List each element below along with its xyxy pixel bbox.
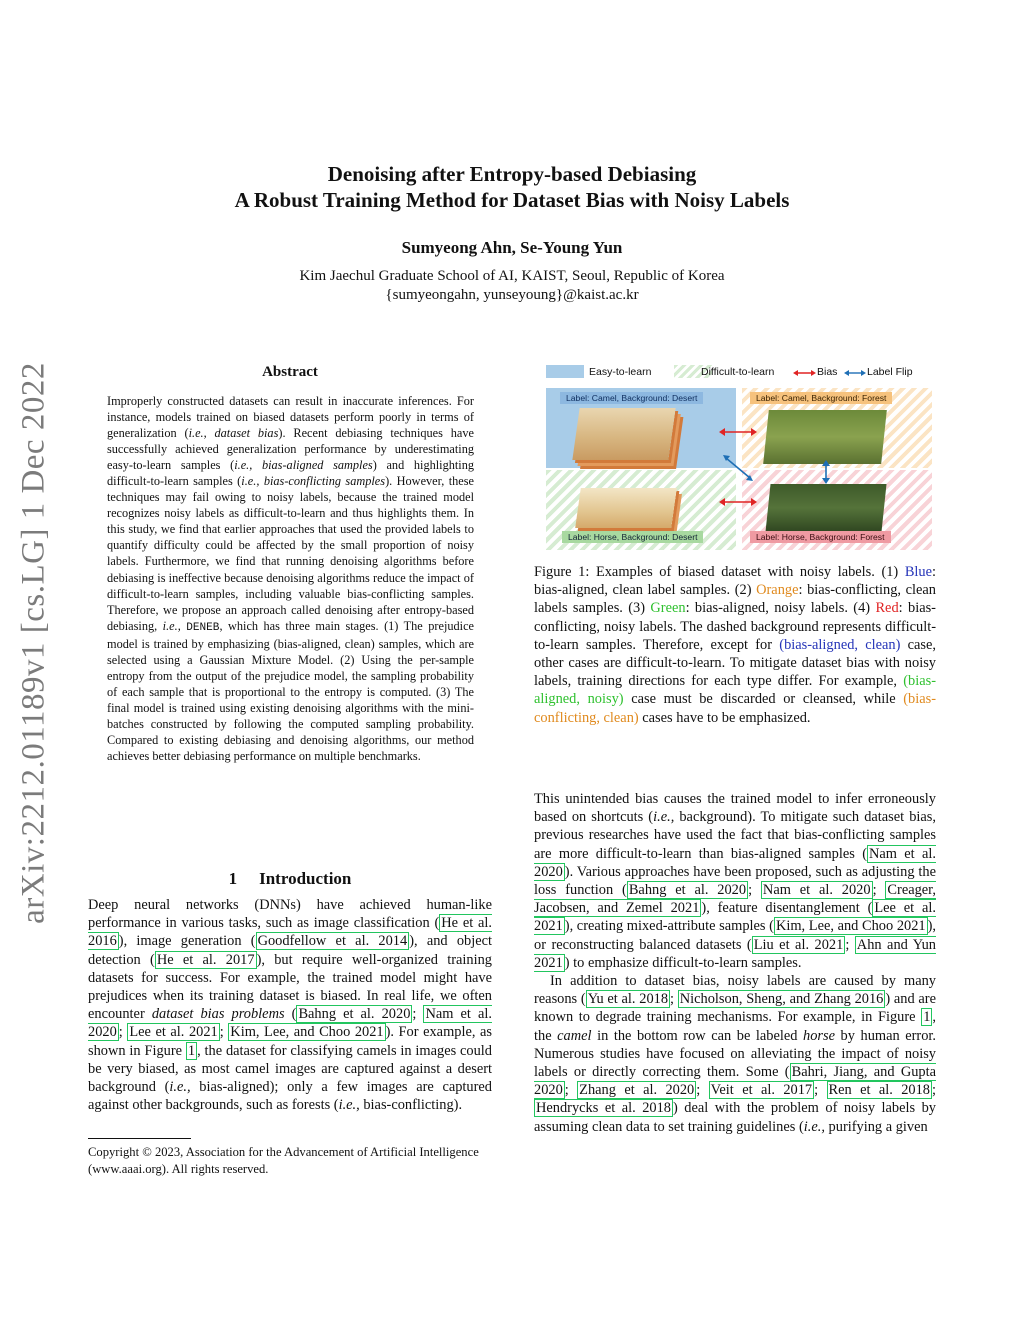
citation-link[interactable]: Goodfellow et al. 2014 xyxy=(257,933,408,950)
citation-link[interactable]: Nicholson, Sheng, and Zhang 2016 xyxy=(679,991,884,1008)
label-horse-forest: Label: Horse, Background: Forest xyxy=(750,531,891,543)
flip-arrow-vertical-icon xyxy=(822,460,830,484)
legend-bias-label: Bias xyxy=(817,366,838,378)
right-column-body xyxy=(534,790,936,1136)
arxiv-id: arXiv:2212.01189v1 [cs.LG] 1 Dec 2022 xyxy=(15,361,52,924)
citation-link[interactable]: Hendrycks et al. 2018 xyxy=(536,1100,671,1117)
citation-link[interactable]: Bahng et al. 2020 xyxy=(298,1006,411,1023)
citation-link[interactable]: Ahn and Yun 2021 xyxy=(534,936,936,971)
figure-ref-link[interactable]: 1 xyxy=(187,1042,196,1059)
citation-link[interactable]: Creager, Jacobsen, and Zemel 2021 xyxy=(534,882,936,917)
citation-link[interactable]: Nam et al. 2020 xyxy=(534,845,936,880)
relationship-arrows xyxy=(540,360,936,552)
label-camel-forest: Label: Camel, Background: Forest xyxy=(750,392,892,404)
bias-arrow-bottom-icon xyxy=(719,498,757,506)
citation-link[interactable]: He et al. 2016 xyxy=(88,915,493,950)
author-emails: {sumyeongahn, yunseyoung}@kaist.ac.kr xyxy=(385,287,639,303)
abstract-heading: Abstract xyxy=(262,364,318,380)
citation-link[interactable]: Lee et al. 2021 xyxy=(129,1024,218,1041)
copyright-footnote: Copyright © 2023, Association for the Advancement of Artificial Intelligence (www.aaai.org). All rights reserved. xyxy=(88,1145,479,1176)
legend-bias-arrow-icon xyxy=(793,370,816,376)
arxiv-stamp xyxy=(6,360,62,925)
citation-link[interactable]: He et al. 2017 xyxy=(156,951,255,968)
citation-link[interactable]: Zhang et al. 2020 xyxy=(579,1082,695,1099)
bias-arrow-top-icon xyxy=(719,428,757,436)
citation-link[interactable]: Liu et al. 2021 xyxy=(753,936,844,953)
footnote-rule xyxy=(88,1138,191,1139)
paragraph-dataset-bias: This unintended bias causes the trained model to infer erroneously based on shortcuts (i.e., background). To mitigate such dataset bias, previous researches have used the fact that bias-conflicting samples are more difficult-to-learn than bias-aligned samples ( Nam et al. 2020 ). Various approaches have been proposed, such as adjusting the loss function ( Bahng et al. 2020 ; Nam et al. 2020 ; Creager, Jacobsen, and Zemel 2021 ), feature disentanglement ( Lee et al. 2021 ), creating mixed-attribute samples ( Kim, Lee, and Choo 2021 ), or reconstructing balanced datasets ( Liu et al. 2021 ; Ahn and Yun 2021 ) to emphasize difficult-to-learn samples. xyxy=(534,791,936,971)
abstract-body: Improperly constructed datasets can result in inaccurate inferences. For instance, models trained on biased datasets perform poorly in terms of generalization (i.e., dataset bias). Recent debiasing techniques have successfully achieved generalization performance by underestimating easy-to-learn samples (i.e., bias-aligned samples) and highlighting difficult-to-learn samples (i.e., bias-conflicting samples). However, these techniques may fail owing to noisy labels, because the trained model recognizes noisy labels as difficult-to-learn and thus highlights them. In this study, we find that earlier approaches that used the provided labels to quantify difficulty could be affected by the small proportion of noisy labels. Furthermore, we find that running denoising algorithms before debiasing is ineffective because denoising algorithms reduce the impact of difficult-to-learn samples, including valuable bias-conflicting samples. Therefore, we propose an approach called denoising after entropy-based debiasing, i.e., DENEB, which has three main stages. (1) The prejudice model is trained by emphasizing (bias-aligned, clean) samples, which are selected using a Gaussian Mixture Model. (2) Using the per-sample entropy from the output of the prejudice model, the sampling probability of each sample that is proportional to the entropy is computed. (3) The final model is trained using existing denoising algorithms with the mini-batches constructed by following the computed sampling probability. Compared to existing debiasing and denoising algorithms, our method achieves better debiasing performance on multiple benchmarks. xyxy=(107,394,474,764)
citation-link[interactable]: Kim, Lee, and Choo 2021 xyxy=(230,1024,384,1041)
label-horse-desert: Label: Horse, Background: Desert xyxy=(562,531,703,543)
citation-link[interactable]: Bahri, Jiang, and Gupta 2020 xyxy=(534,1064,936,1099)
citation-link[interactable]: Veit et al. 2017 xyxy=(710,1082,813,1099)
flip-arrow-diagonal-icon xyxy=(723,455,753,481)
citation-link[interactable]: Nam et al. 2020 xyxy=(762,882,871,899)
affiliation: Kim Jaechul Graduate School of AI, KAIST, Seoul, Republic of Korea xyxy=(299,268,725,284)
citation-link[interactable]: Yu et al. 2018 xyxy=(587,991,669,1008)
figure-1-caption: Figure 1: Examples of biased dataset with noisy labels. (1) Blue: bias-aligned, clean label samples. (2) Orange: bias-conflicting, clean labels samples. (3) Green: bias-aligned, noisy labels. (4) Red: bias-conflicting, noisy labels. The dashed background represents difficult-to-learn samples. Therefore, except for (bias-aligned, clean) case, other cases are difficult-to-learn. To mitigate dataset bias with noisy labels, training directions for each type differ. For example, (bias-aligned, noisy) case must be discarded or cleansed, while (bias-conflicting, clean) cases have to be emphasized. xyxy=(534,564,936,726)
paper-title-line-1: Denoising after Entropy-based Debiasing xyxy=(327,162,697,186)
legend-flip-arrow-icon xyxy=(844,370,866,376)
authors: Sumyeong Ahn, Se-Young Yun xyxy=(401,238,623,257)
paragraph-noisy-labels: In addition to dataset bias, noisy labels are caused by many reasons ( Yu et al. 2018 ; Nicholson, Sheng, and Zhang 2016 ) and are known to degrade training mechanisms. For example, in Figure 1 , the camel in the bottom row can be labeled horse by human error. Numerous studies have focused on alleviating the impact of noisy labels or directly correcting them. Some ( Bahri, Jiang, and Gupta 2020 ; Zhang et al. 2020 ; Veit et al. 2017 ; Ren et al. 2018 ; Hendrycks et al. 2018 ) deal with the problem of noisy labels by assuming clean data to set training guidelines (i.e., purifying a given xyxy=(534,973,936,1135)
legend-easy-label: Easy-to-learn xyxy=(589,366,652,378)
section-heading-introduction: 1 Introduction xyxy=(228,869,352,888)
citation-link[interactable]: Lee et al. 2021 xyxy=(534,900,936,935)
legend-difficult-label: Difficult-to-learn xyxy=(701,366,775,378)
paper-title-line-2: A Robust Training Method for Dataset Bias with Noisy Labels xyxy=(234,188,790,212)
method-name: DENEB xyxy=(186,621,220,634)
citation-link[interactable]: Ren et al. 2018 xyxy=(828,1082,930,1099)
introduction-paragraph: Deep neural networks (DNNs) have achieved human-like performance in various tasks, such as image classification ( He et al. 2016 ), image generation ( Goodfellow et al. 2014 ), and object detection ( He et al. 2017 ), but require well-organized training datasets for success. For example, the trained model might have prejudices when its training dataset is biased. In real life, we often encounter dataset bias problems ( Bahng et al. 2020 ; Nam et al. 2020 ; Lee et al. 2021 ; Kim, Lee, and Choo 2021 ). For example, as shown in Figure 1 , the dataset for classifying camels in images could be very biased, as most camel images are captured against a desert background (i.e., bias-aligned); only a few images are captured against other backgrounds, such as forests (i.e., bias-conflicting). xyxy=(88,897,493,1114)
citation-link[interactable]: Nam et al. 2020 xyxy=(88,1006,492,1041)
legend-flip-label: Label Flip xyxy=(867,366,913,378)
label-camel-desert: Label: Camel, Background: Desert xyxy=(560,392,703,404)
figure-1 xyxy=(540,360,936,552)
figure-ref-link[interactable]: 1 xyxy=(923,1009,931,1026)
citation-link[interactable]: Kim, Lee, and Choo 2021 xyxy=(775,918,926,935)
citation-link[interactable]: Bahng et al. 2020 xyxy=(628,882,747,899)
